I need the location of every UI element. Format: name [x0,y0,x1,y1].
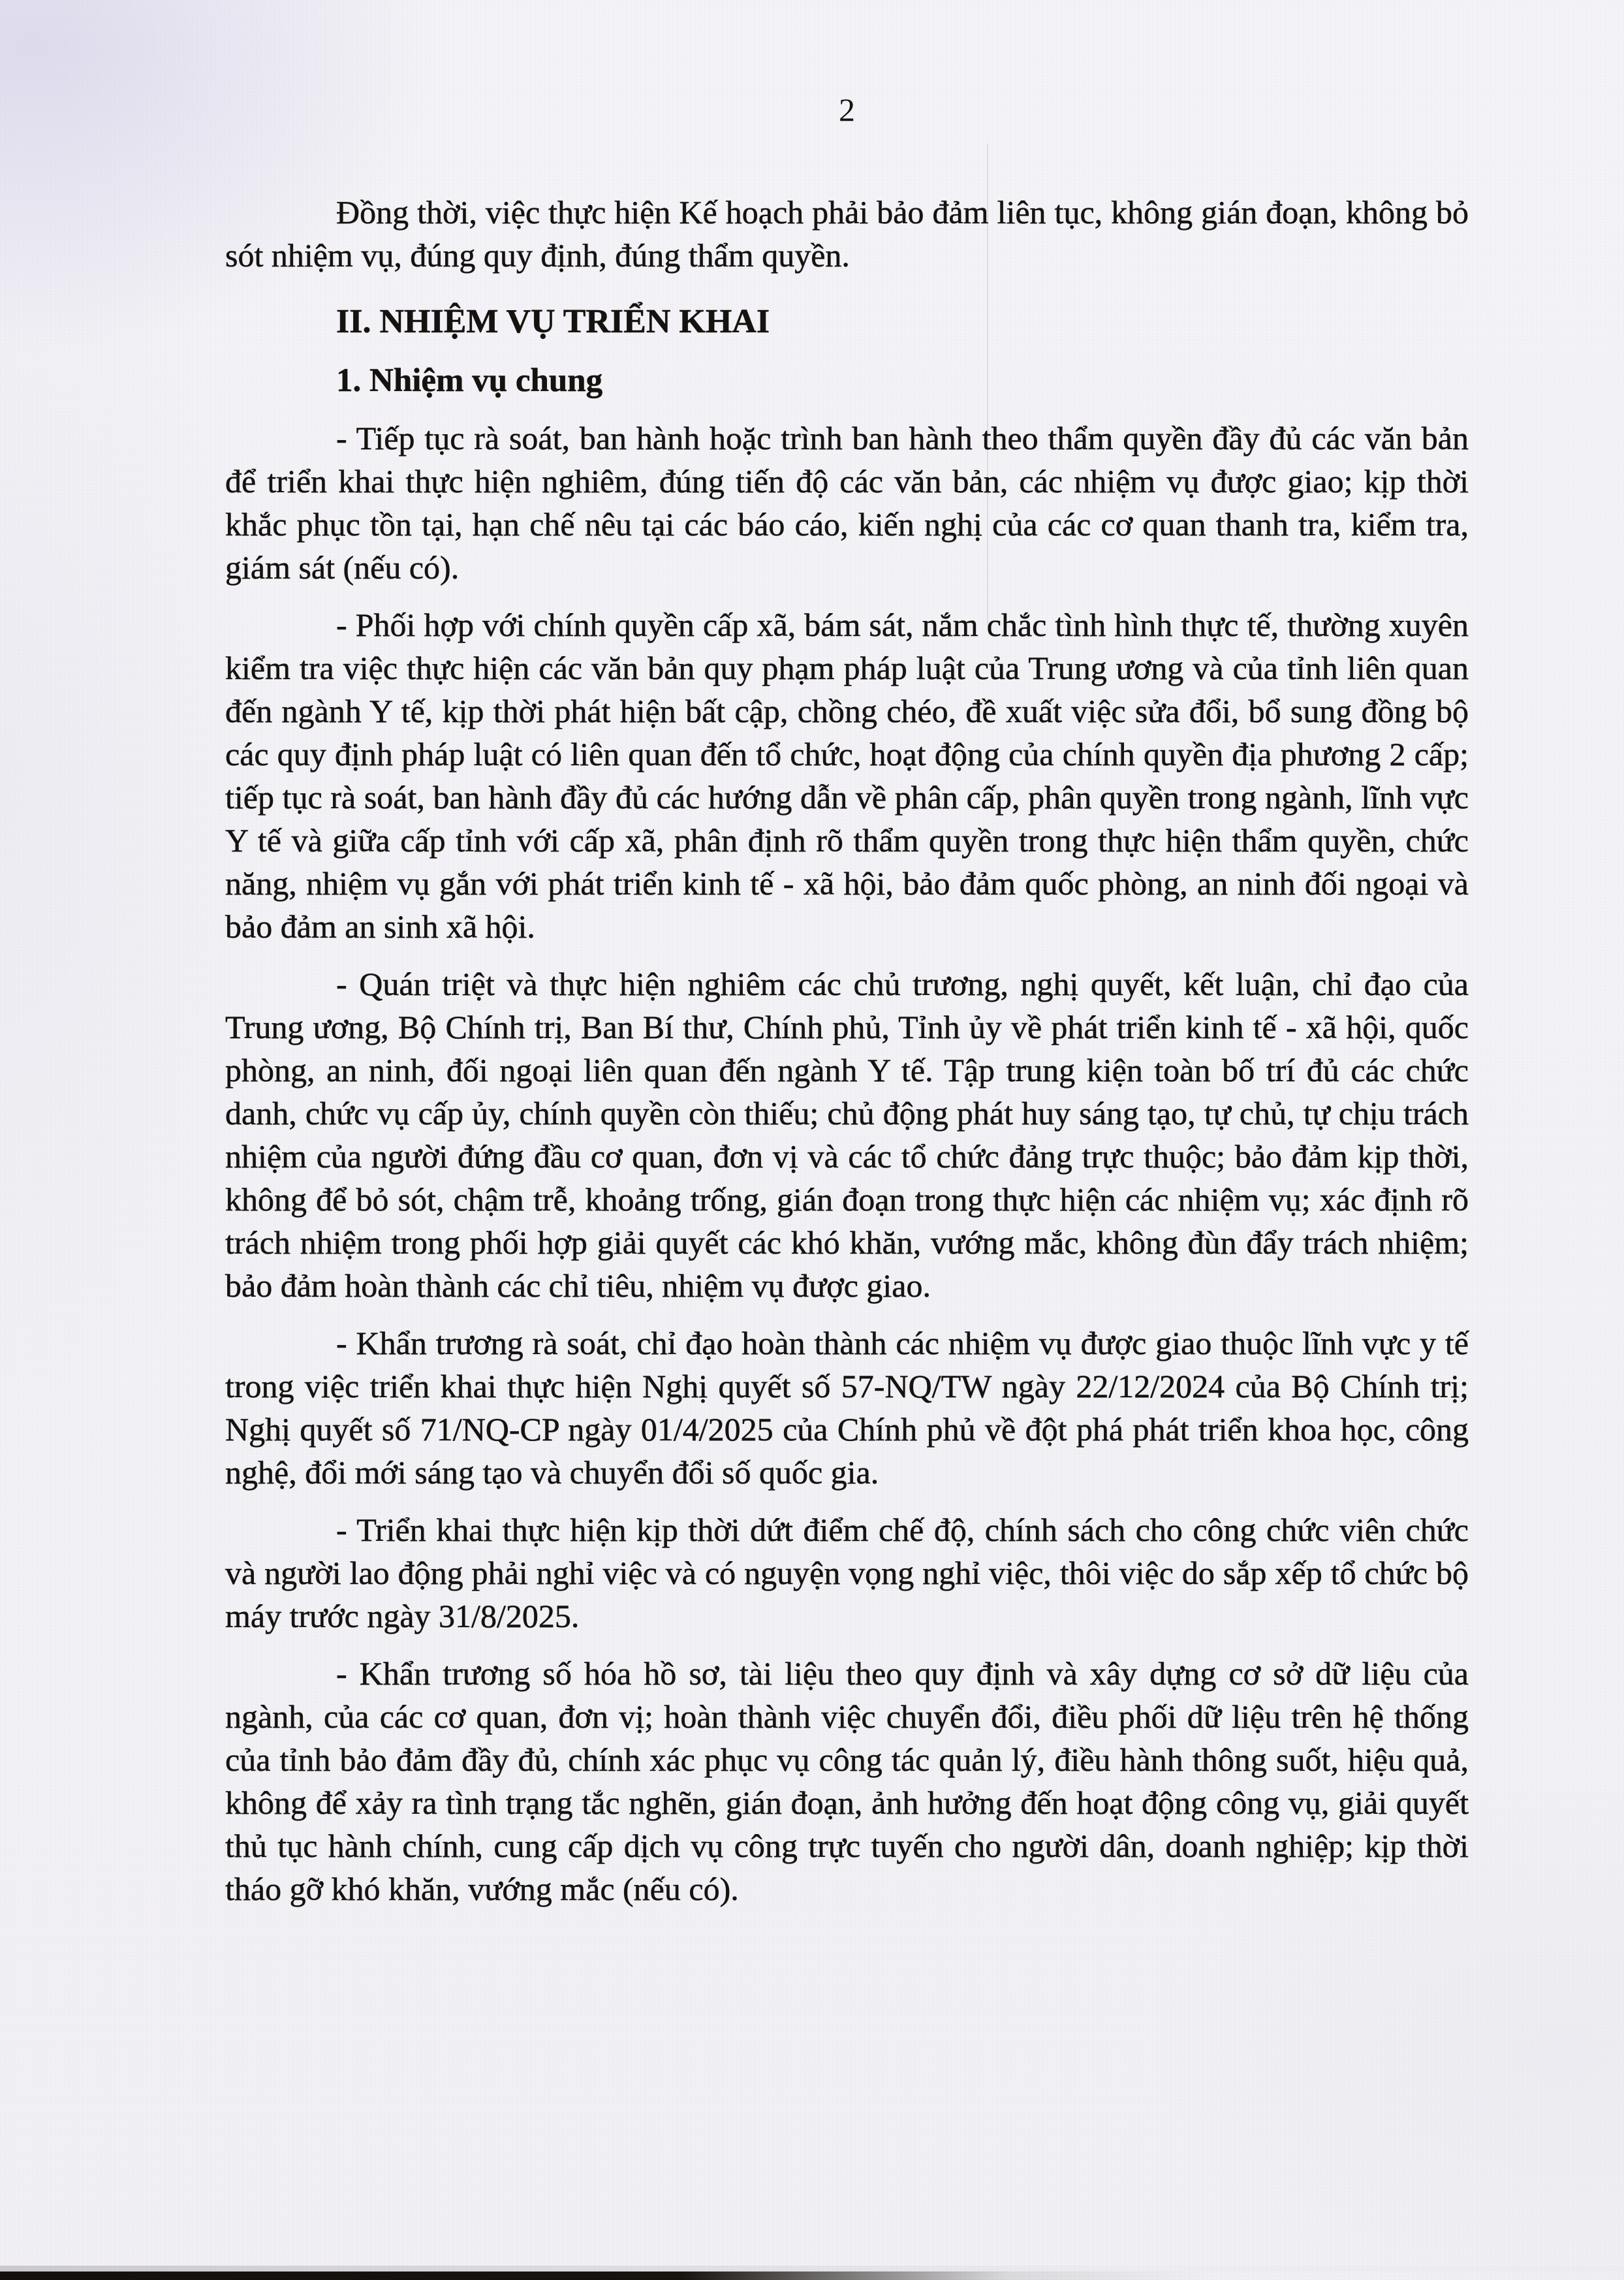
body-paragraph: - Quán triệt và thực hiện nghiêm các chủ trương, nghị quyết, kết luận, chỉ đạo của Trung ương, Bộ Chính trị, Ban Bí thư, Chính phủ, Tỉnh ủy về phát triển kinh tế - xã hội, quốc phòng, an ninh, đối ngoại liên quan đến ngành Y tế. Tập trung kiện toàn bố trí đủ các chức danh, chức vụ cấp ủy, chính quyền còn thiếu; chủ động phát huy sáng tạo, tự chủ, tự chịu trách nhiệm của người đứng đầu cơ quan, đơn vị và các tổ chức đảng trực thuộc; bảo đảm kịp thời, không để bỏ sót, chậm trễ, khoảng trống, gián đoạn trong thực hiện các nhiệm vụ; xác định rõ trách nhiệm trong phối hợp giải quyết các khó khăn, vướng mắc, không đùn đẩy trách nhiệm; bảo đảm hoàn thành các chỉ tiêu, nhiệm vụ được giao. [225,966,1469,1304]
page-number: 2 [839,91,855,128]
body-paragraph: - Triển khai thực hiện kịp thời dứt điểm chế độ, chính sách cho công chức viên chức và người lao động phải nghỉ việc và có nguyện vọng nghỉ việc, thôi việc do sắp xếp tổ chức bộ máy trước ngày 31/8/2025. [225,1512,1469,1634]
scan-bottom-edge-artifact [0,2272,1624,2280]
document-body [225,191,1469,1910]
section-heading: II. NHIỆM VỤ TRIỂN KHAI [336,303,770,340]
body-paragraph: - Khẩn trương rà soát, chỉ đạo hoàn thành các nhiệm vụ được giao thuộc lĩnh vực y tế trong việc triển khai thực hiện Nghị quyết số 57-NQ/TW ngày 22/12/2024 của Bộ Chính trị; Nghị quyết số 71/NQ-CP ngày 01/4/2025 của Chính phủ về đột phá phát triển khoa học, công nghệ, đổi mới sáng tạo và chuyển đổi số quốc gia. [225,1325,1469,1491]
body-paragraph: - Tiếp tục rà soát, ban hành hoặc trình ban hành theo thẩm quyền đầy đủ các văn bản để triển khai thực hiện nghiêm, đúng tiến độ các văn bản, các nhiệm vụ được giao; kịp thời khắc phục tồn tại, hạn chế nêu tại các báo cáo, kiến nghị của các cơ quan thanh tra, kiểm tra, giám sát (nếu có). [225,420,1469,586]
body-paragraph: - Khẩn trương số hóa hồ sơ, tài liệu theo quy định và xây dựng cơ sở dữ liệu của ngành, của các cơ quan, đơn vị; hoàn thành việc chuyển đổi, điều phối dữ liệu trên hệ thống của tỉnh bảo đảm đầy đủ, chính xác phục vụ công tác quản lý, điều hành thông suốt, hiệu quả, không để xảy ra tình trạng tắc nghẽn, gián đoạn, ảnh hưởng đến hoạt động công vụ, giải quyết thủ tục hành chính, cung cấp dịch vụ công trực tuyến cho người dân, doanh nghiệp; kịp thời tháo gỡ khó khăn, vướng mắc (nếu có). [225,1655,1469,1907]
body-paragraph: - Phối hợp với chính quyền cấp xã, bám sát, nắm chắc tình hình thực tế, thường xuyên kiểm tra việc thực hiện các văn bản quy phạm pháp luật của Trung ương và của tỉnh liên quan đến ngành Y tế, kịp thời phát hiện bất cập, chồng chéo, đề xuất việc sửa đổi, bổ sung đồng bộ các quy định pháp luật có liên quan đến tổ chức, hoạt động của chính quyền địa phương 2 cấp; tiếp tục rà soát, ban hành đầy đủ các hướng dẫn về phân cấp, phân quyền trong ngành, lĩnh vực Y tế và giữa cấp tỉnh với cấp xã, phân định rõ thẩm quyền trong thực hiện thẩm quyền, chức năng, nhiệm vụ gắn với phát triển kinh tế - xã hội, bảo đảm quốc phòng, an ninh đối ngoại và bảo đảm an sinh xã hội. [225,607,1469,945]
intro-paragraph: Đồng thời, việc thực hiện Kế hoạch phải bảo đảm liên tục, không gián đoạn, không bỏ sót nhiệm vụ, đúng quy định, đúng thẩm quyền. [225,194,1469,274]
subsection-heading: 1. Nhiệm vụ chung [336,362,603,399]
